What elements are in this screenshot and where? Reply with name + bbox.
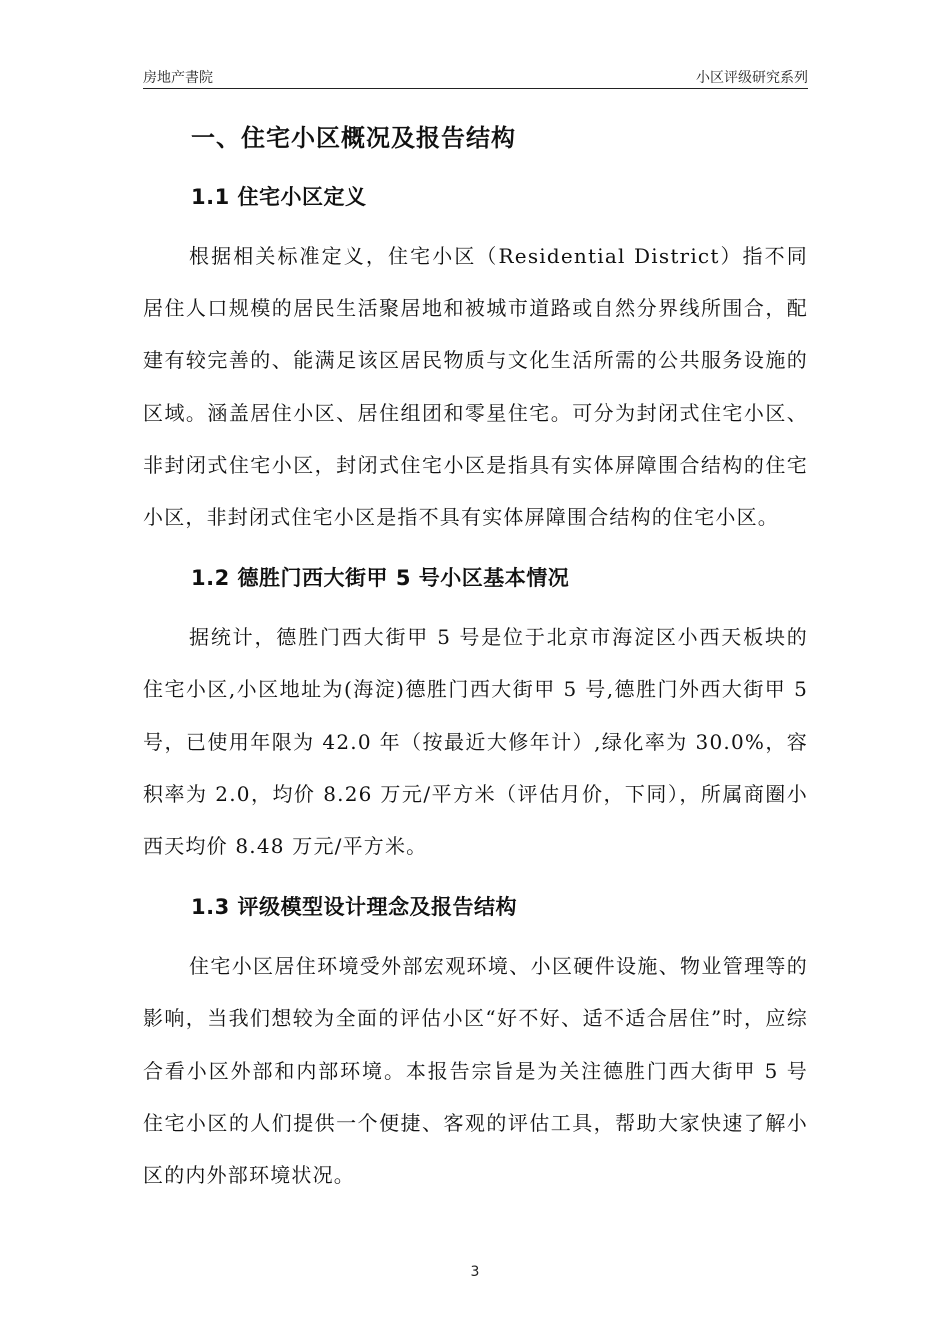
page-number: 3 — [470, 1264, 480, 1280]
subsection-body-1-2: 据统计，德胜门西大街甲 5 号是位于北京市海淀区小西天板块的住宅小区,小区地址为(海淀)德胜门西大街甲 5 号,德胜门外西大街甲 5 号，已使用年限为 42.0 年（按最近大修年计）,绿化率为 30.0%，容积率为 2.0，均价 8.26 万元/平方米（评估月价，下同），所属商圈小西天均价 8.48 万元/平方米。 — [143, 625, 808, 859]
page-header — [143, 66, 808, 89]
header-publisher: 房地产書院 — [143, 70, 213, 86]
subsection-body-1-1: 根据相关标准定义，住宅小区（Residential District）指不同居住人口规模的居民生活聚居地和被城市道路或自然分界线所围合，配建有较完善的、能满足该区居民物质与文化生活所需的公共服务设施的区域。涵盖居住小区、居住组团和零星住宅。可分为封闭式住宅小区、非封闭式住宅小区，封闭式住宅小区是指具有实体屏障围合结构的住宅小区，非封闭式住宅小区是指不具有实体屏障围合结构的住宅小区。 — [143, 244, 808, 530]
page-content — [143, 118, 808, 1217]
subsection-title-1-2: 1.2 德胜门西大街甲 5 号小区基本情况 — [191, 566, 570, 591]
section-title: 一、住宅小区概况及报告结构 — [191, 124, 516, 152]
header-series-title: 小区评级研究系列 — [696, 70, 808, 86]
subsection-title-1-1: 1.1 住宅小区定义 — [191, 185, 367, 209]
subsection-body-1-3: 住宅小区居住环境受外部宏观环境、小区硬件设施、物业管理等的影响，当我们想较为全面的评估小区“好不好、适不适合居住”时，应综合看小区外部和内部环境。本报告宗旨是为关注德胜门西大街甲 5 号住宅小区的人们提供一个便捷、客观的评估工具，帮助大家快速了解小区的内外部环境状况。 — [143, 954, 808, 1188]
subsection-title-1-3: 1.3 评级模型设计理念及报告结构 — [191, 895, 518, 920]
